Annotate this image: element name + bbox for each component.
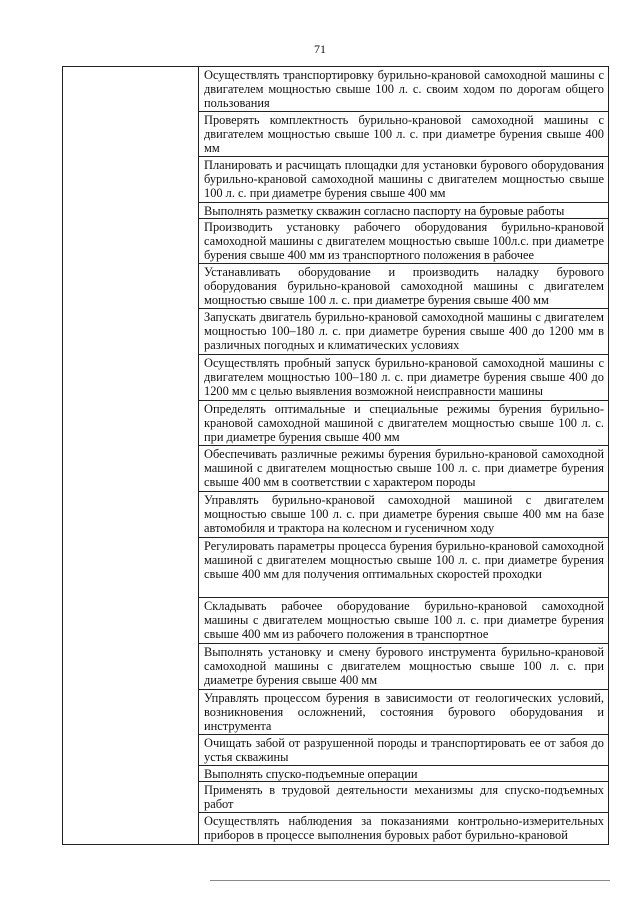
row-text: Устанавливать оборудование и производить наладку бурового оборудования бурильно-крановой самоходной машины с двигателем мощностью свыше 100 л. с. при диаметре бурения свыше 400 мм: [204, 265, 604, 308]
table-cell: [199, 446, 609, 492]
table-cell: [199, 309, 609, 355]
row-text: Проверять комплектность бурильно-крановой самоходной машины с двигателем мощностью свыше 100 л. с. при диаметре бурения свыше 400 мм: [204, 113, 604, 156]
table-cell: [199, 644, 609, 690]
row-text: Осуществлять транспортировку бурильно-крановой самоходной машины с двигателем мощностью свыше 100 л. с. своим ходом по дорогам общего пользования: [204, 68, 604, 111]
row-text: Планировать и расчищать площадки для установки бурового оборудования бурильно-крановой самоходной машины с двигателем мощностью свыше 100 л. с. при диаметре бурения свыше 400 мм: [204, 158, 604, 201]
scan-edge-line: [210, 880, 610, 881]
row-text: Применять в трудовой деятельности механизмы для спуско-подъемных работ: [204, 783, 604, 812]
row-text: Регулировать параметры процесса бурения бурильно-крановой самоходной машиной с двигателем мощностью свыше 100 л. с. при диаметре бурения свыше 400 мм для получения оптимальных скоростей проходки: [204, 539, 604, 582]
table-cell: [199, 766, 609, 782]
row-text: Определять оптимальные и специальные режимы бурения бурильно-крановой самоходной машиной с двигателем мощностью свыше 100 л. с. при диаметре бурения свыше 400 мм: [204, 402, 604, 445]
table-cell: [199, 782, 609, 813]
table-cell: [199, 538, 609, 598]
row-text: Управлять процессом бурения в зависимости от геологических условий, возникновения осложнений, состояния бурового оборудования и инструмента: [204, 691, 604, 734]
row-text: Очищать забой от разрушенной породы и транспортировать ее от забоя до устья скважины: [204, 736, 604, 765]
row-text: Обеспечивать различные режимы бурения бурильно-крановой самоходной машиной с двигателем мощностью свыше 100 л. с. при диаметре бурения свыше 400 мм в соответствии с характером породы: [204, 447, 604, 490]
row-text: Выполнять разметку скважин согласно паспорту на буровые работы: [204, 204, 565, 218]
table-cell: [199, 67, 609, 112]
table-cell: [199, 735, 609, 766]
table-cell: [199, 813, 609, 845]
row-text: Складывать рабочее оборудование бурильно-крановой самоходной машины с двигателем мощностью свыше 100 л. с. при диаметре бурения свыше 400 мм из рабочего положения в транспортное: [204, 599, 604, 642]
row-text: Выполнять установку и смену бурового инструмента бурильно-крановой самоходной машины с двигателем мощностью свыше 100 л. с. при диаметре бурения свыше 400 мм: [204, 645, 604, 688]
page-number: 71: [314, 42, 326, 56]
functions-table: [62, 66, 609, 845]
table-cell: [199, 598, 609, 644]
table-cell: [199, 157, 609, 203]
row-text: Выполнять спуско-подъемные операции: [204, 767, 418, 781]
table-cell: [199, 401, 609, 446]
table-cell: [199, 112, 609, 157]
table-cell: [199, 492, 609, 538]
row-text: Запускать двигатель бурильно-крановой самоходной машины с двигателем мощностью 100–180 л. с. при диаметре бурения свыше 400 до 1200 мм в различных погодных и климатических условиях: [204, 310, 604, 353]
table-cell: [199, 203, 609, 219]
empty-left-cell: [63, 67, 199, 845]
row-text: Осуществлять пробный запуск бурильно-крановой самоходной машины с двигателем мощностью 100–180 л. с. при диаметре бурения свыше 400 до 1200 мм с целью выявления возможной неисправности машины: [204, 356, 604, 399]
table-cell: [199, 264, 609, 309]
row-text: Осуществлять наблюдения за показаниями контрольно-измерительных приборов в процессе выполнения буровых работ бурильно-крановой: [204, 814, 604, 843]
table-cell: [199, 219, 609, 264]
table-cell: [199, 690, 609, 735]
table-cell: [199, 355, 609, 401]
row-text: Производить установку рабочего оборудования бурильно-крановой самоходной машины с двигателем мощностью свыше 100л.с. при диаметре бурения свыше 400 мм из транспортного положения в рабочее: [204, 220, 604, 263]
row-text: Управлять бурильно-крановой самоходной машиной с двигателем мощностью свыше 100 л. с. при диаметре бурения свыше 400 мм на базе автомобиля и трактора на колесном и гусеничном ходу: [204, 493, 604, 536]
table-row: [63, 67, 609, 112]
